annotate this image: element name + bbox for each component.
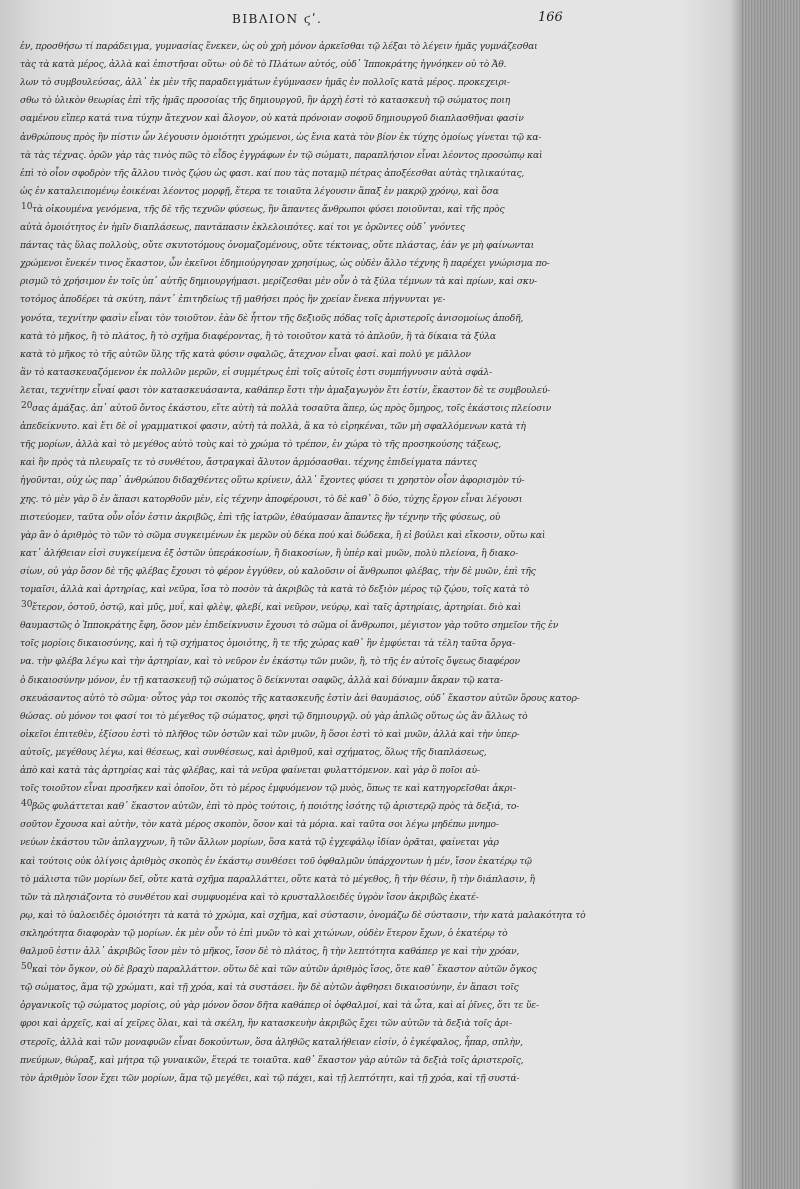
- text-line: θαυμαστῶς ὁ Ἱπποκράτης ἔφη, ὅσον μὲν ἐπιδείκνυσιν ἔχουσι τὸ σῶμα οἱ ἄνθρωποι, μέγιστον γὰρ τοῦτο σημεῖον τῆς ἐν: [20, 620, 559, 632]
- text-line: ἕτερον, ὀστοῦ, ὀστῷ, καὶ μῦς, μυΐ, καὶ φλὲψ, φλεβί, καὶ νεῦρον, νεύρῳ, καὶ ταῖς ἀρτηρίαις, ἀρτηρίαι. διὸ καὶ: [32, 602, 521, 614]
- text-line: ρισμῶ τὸ χρήσιμον ἐν τοῖς ὑπ᾽ αὐτῆς δημιουργήμασι. μερίζεσθαι μὲν οὖν ὁ τὰ ξύλα τέμνων τὰ καὶ πρίων, καὶ σκυ-: [20, 276, 537, 288]
- text-line: τὰς τὰ κατὰ μέρος, ἀλλὰ καὶ ἐπιστῆσαι οὕτω· οὐ δὲ τὸ Πλάτων αὐτός, οὐδ᾽ Ἱπποκράτης ἠγνόηκεν οὐ τὸ Ἀθ.: [20, 59, 507, 71]
- text-line: νεύων ἑκάστου τῶν ἀπλαγχνων, ἢ τῶν ἄλλων μορίων, ὅσα κατὰ τῷ ἐγχεφάλῳ ἰδίαν ὁρᾶται, φαίνεται γὰρ: [20, 837, 499, 849]
- text-line: καὶ τούτοις οὐκ ὀλίγοις ἀριθμὸς σκοπὸς ἐν ἑκάστῳ συνθέσει τοῦ ὀφθαλμῶν ὑπάρχοντων ἡ μέν, ἴσον ἐκατέρῳ τῷ: [20, 855, 532, 867]
- text-line: σίων, οὐ γὰρ ὅσον δὲ τῆς φλέβας ἔχουσι τὸ φέρον ἐγγύθεν, οὐ καλοῦσιν οἱ ἄνθρωποι φλέβας, τὴν δὲ μυῶν, ἐπὶ τῆς: [20, 565, 536, 577]
- text-line: σθω τὸ ὑλικὸν θεωρίας ἐπὶ τῆς ἡμᾶς προσοίας τῆς δημιουργοῦ, ἣν ἀρχὴ ἐστὶ τὸ κατασκευὴ τῷ σώματος ποιη: [20, 95, 511, 107]
- text-line: γὰρ ἂν ὁ ἀριθμὸς τὸ τῶν τὸ σῶμα συγκειμένων ἐκ μερῶν οὐ δέκα πού καὶ δώδεκα, ἢ εἰ βούλει καὶ εἴκοσιν, οὕτω καὶ: [20, 529, 546, 541]
- text-line: τὰ τὰς τέχνας. ὁρῶν γὰρ τὰς τινὸς πῶς τὸ εἶδος ἐγγράφων ἐν τῷ σώματι, παραπλήσιον εἶναι λέοντος προσώπῳ καὶ: [20, 149, 543, 161]
- text-line: χης. τὸ μὲν γὰρ ὃ ἐν ἅπασι κατορθοῦν μὲν, εἰς τέχνην ἀποφέρουσι, τὸ δὲ καθ᾽ ὃ δύο, τύχης ἔργον εἶναι λέγουσι: [20, 493, 523, 505]
- line-number-marker: 30: [21, 600, 33, 611]
- text-line: ἡγοῦνται, οὐχ ὡς παρ᾽ ἀνθρώπου διδαχθέντες οὕτω κρίνειν, ἀλλ᾽ ἔχοντες φύσει τι χρηστὸν οἷον ἀφορισμὸν τύ-: [20, 475, 525, 487]
- text-line: τοῖς μορίοις δικαιοσύνης, καὶ ἡ τῷ σχήματος ὁμοιότης, ἣ τε τῆς χώρας καθ᾽ ἣν ἐμφύεται τὰ τέλη ταῦτα ὄργα-: [20, 638, 515, 650]
- text-line: οἰκεῖοι ἐπιτεθὲν, ἐξίσου ἐστὶ τὸ πλῆθος τῶν ὀστῶν καὶ τῶν μυῶν, ἢ ὅσοι ἐστὶ τὸ καὶ μυῶν, ἀλλὰ καὶ τὴν ὑπερ-: [20, 728, 520, 740]
- text-line: κατ᾽ ἀλήθειαν εἰσὶ συγκείμενα ἐξ ὀστῶν ὑπεράκοσίων, ἢ διακοσίων, ἢ ὑπὲρ καὶ μυῶν, πολὺ πλείονα, ἢ διακο-: [20, 547, 518, 559]
- text-line: πάντας τὰς ὕλας πολλοὺς, οὔτε σκυτοτόμους ὀνομαζομένους, οὔτε τέκτονας, οὔτε πλάστας, ἐάν γε μὴ φαίνωνται: [20, 240, 535, 252]
- text-line: σκληρότητα διαφορὰν τῷ μορίων. ἐκ μὲν οὖν τὸ ἐπὶ μυῶν τὸ καὶ χιτώνων, οὐδὲν ἕτερον ἔχων, ὁ ἑκατέρῳ τὸ: [20, 927, 508, 939]
- text-line: τομαῖσι, ἀλλὰ καὶ ἀρτηρίας, καὶ νεῦρα, ἴσα τὸ ποσὸν τὰ ἀκριβῶς τὰ κατὰ τὸ δεξιὸν μέρος τῷ ζῴου, τοῖς κατὰ τὸ: [20, 584, 530, 595]
- text-line: ρῳ, καὶ τὸ ὑαλοειδὲς ὁμοιότητι τὰ κατὰ τὸ χρώμα, καὶ σχῆμα, καὶ σύστασιν, ὀνομάζω δὲ σύστασιν, τὴν κατὰ μαλακότητα τὸ: [20, 909, 586, 921]
- line-number-marker: 20: [21, 401, 33, 411]
- book-fore-edge: [742, 0, 800, 1189]
- text-line: ὀργανικοῖς τῷ σώματος μορίοις, οὐ γὰρ μόνον ὅσον δῆτα καθάπερ οἱ ὀφθαλμοί, καὶ τὰ ὦτα, καὶ αἱ ῥῖνες, ὅτι τε ὕε-: [20, 1000, 539, 1012]
- line-number-marker: 10: [21, 201, 33, 212]
- text-line: σας ἀμάξας. ἀπ᾽ αὐτοῦ ὄντος ἑκάστου, εἴτε αὐτὴ τὰ πολλὰ τοσαῦτα ἅπερ, ὡς πρὸς ὅμηρος, τοῖς ἑκάστοις πλείοσιν: [32, 403, 552, 414]
- text-line: τῷ σώματος, ἅμα τῷ χρώματι, καὶ τῇ χρόα, καὶ τὰ συστάσει. ἣν δὲ αὐτῶν ἀφθησει δικαιοσύνην, ἐν ἅπασι τοῖς: [20, 982, 519, 994]
- line-number-marker: 50: [21, 962, 33, 973]
- text-line: χρώμενοι ἕνεκέν τινος ἕκαστον, ὧν ἐκεῖνοι ἐδημιούργησαν χρησίμως, ὡς οὐδὲν ἄλλο τέχνης ἢ παρέχει γνώρισμα πο-: [20, 258, 550, 270]
- text-line: ἀνθρώπους πρὸς ἣν πίστιν ὧν λέγουσιν ὁμοιότητι χρώμενοι, ὡς ἔνια κατὰ τὸν βίον ἐκ τύχης ὁμοίως γίνεται τῷ κα-: [20, 131, 542, 143]
- text-line: ἐν, προσθήσω τί παράδειγμα, γυμνασίας ἕνεκεν, ὡς οὐ χρὴ μόνον ἀρκεῖσθαι τῷ λέξαι τὸ λέγειν ἡμᾶς γυμνάζεσθαι: [20, 41, 538, 52]
- text-line: ὁ δικαιοσύνην μόνον, ἐν τῇ κατασκευῇ τῷ σώματος ὃ δείκνυται σαφῶς, ἀλλὰ καὶ δύναμιν ἄκραν τῷ κατα-: [20, 674, 503, 686]
- text-line: τὸ μάλιστα τῶν μορίων δεῖ, οὔτε κατὰ σχῆμα παραλλάττει, οὔτε κατὰ τὸ μέγεθος, ἢ τὴν θέσιν, ἢ τὴν διάπλασιν, ἢ: [20, 873, 535, 885]
- text-line: λεται, τεχνίτην εἶναί φασι τὸν κατασκευάσαντα, καθάπερ ἔστι τὴν ἁμαξαγωγὸν ἔτι ἐστίν, ἕκαστον δὲ τε συμβουλεύ-: [20, 384, 551, 396]
- text-line: αὐτὰ ὁμοιότητος ἐν ἡμῖν διαπλάσεως, παντάπασιν ἐκλελοιπότες. καί τοι γε ὁρῶντες οὐδ᾽ γνόντες: [20, 222, 465, 233]
- text-line: ἐπὶ τὸ οἷον σφοδρὸν τῆς ἄλλου τινὸς ζῴου ὡς φασι. καί που τὰς ποταμῷ πέτρας ἀποξέεσθαι αὐτὰς τηλικαύτας,: [20, 167, 525, 179]
- page-header: [20, 10, 720, 34]
- text-line: σκευάσαντος αὐτὸ τὸ σῶμα· οὗτος γὰρ τοι σκοπὸς τῆς κατασκευῆς ἐστὶν ἀεὶ θαυμάσιος, οὐδ᾽ ἕκαστον αὐτῶν ὅρους κατορ-: [20, 692, 580, 704]
- text-line: αὐτοῖς, μεγέθους λέγω, καὶ θέσεως, καὶ συνθέσεως, καὶ ἀριθμοῦ, καὶ σχήματος, ὅλως τῆς διαπλάσεως,: [20, 746, 487, 758]
- text-line: καὶ τὸν ὄγκον, οὐ δὲ βραχὺ παραλλάττον. οὕτω δὲ καὶ τῶν αὐτῶν ἀριθμὸς ἴσος, ὅτε καθ᾽ ἕκαστον αὐτῶν ὄγκος: [32, 964, 537, 976]
- text-line: τὰ οἰκουμένα γενόμενα, τῆς δὲ τῆς τεχνῶν φύσεως, ἣν ἅπαντες ἄνθρωποι φύσει ποιοῦνται, καὶ τῆς πρὸς: [32, 203, 505, 215]
- text-line: στεροῖς, ἀλλὰ καὶ τῶν μοναφυῶν εἶναι δοκούντων, ὅσα ἀληθῶς καταλήθειαν εἰσίν, ὁ ἐγκέφαλος, ἧπαρ, σπλὴν,: [20, 1036, 523, 1048]
- text-line: τῶν τὰ πλησιάζοντα τὸ συνθέτου καὶ συμφυομένα καὶ τὸ κρυσταλλοειδές ὑγρὸν ἴσον ἀκριβῶς ἑκατέ-: [20, 891, 479, 903]
- text-line: λων τὸ συμβουλεύσας, ἀλλ᾽ ἐκ μὲν τῆς παραδειγμάτων ἐγύμνασεν ἡμᾶς ἐν πολλοῖς κατὰ μέρος. προκεχειρι-: [20, 77, 510, 89]
- text-line: ἂν τὸ κατασκευαζόμενον ἐκ πολλῶν μερῶν, εἰ συμμέτρως ἐπὶ τοῖς αὐτοῖς ἐστι συμπήγνυσιν αὐτὰ σφάλ-: [20, 366, 493, 378]
- text-line: φροι καὶ ἀρχεῖς, καὶ αἱ χεῖρες ὅλαι, καὶ τὰ σκέλη, ἣν κατασκευὴν ἀκριβῶς ἔχει τῶν αὐτῶν τὰ δεξιὰ τοῖς ἀρι-: [20, 1018, 512, 1030]
- text-line: τὸν ἀριθμὸν ἴσον ἔχει τῶν μορίων, ἅμα τῷ μεγέθει, καὶ τῷ πάχει, καὶ τῇ λεπτότητι, καὶ τῇ χρόα, καὶ τῇ συστά-: [20, 1072, 520, 1084]
- text-line: θώσας. οὐ μόνον τοι φασί τοι τὸ μέγεθος τῷ σώματος, φησὶ τῷ δημιουργῷ. οὐ γὰρ ἁπλῶς οὕτως ὡς ἂν ἄλλως τὸ: [20, 710, 528, 722]
- text-line: ὡς ἐν καταλειπομένῳ ἐοικέναι λέοντος μορφῇ, ἕτερα τε τοιαῦτα λέγουσιν ἅπαξ ἐν μακρῷ χρόνῳ, καὶ ὅσα: [20, 185, 499, 197]
- line-number-marker: 40: [21, 799, 33, 810]
- running-title: ΒΙΒΛΙΟΝ ϛʹ.: [232, 12, 323, 26]
- text-line: τῆς μορίων, ἀλλὰ καὶ τὸ μεγέθος αὐτὸ τοὺς καὶ τὸ χρώμα τὸ τρέπον, ἐν χώρα τὸ τῆς προσηκούσης τάξεως,: [20, 439, 501, 451]
- text-line: πιστεύομεν, ταῦτα οὖν οἷόν ἐστιν ἀκριβῶς, ἐπὶ τῆς ἰατρῶν, ἐθαύμασαν ἅπαντες ἣν τέχνην τῆς φύσεως, οὐ: [20, 511, 501, 523]
- text-line: τοτόμος ἀποδέρει τὰ σκύτη, πάντ᾽ ἐπιτηδείως τῇ μαθήσει πρὸς ἣν χρείαν ἕνεκα πήγνυνται γε-: [20, 294, 446, 306]
- text-line: καὶ ἣν πρὸς τὰ πλευραῖς τε τὸ συνθέτου, ἄστραγκαὶ ἄλυτον ἁρμόσασθαι. τέχνης ἐπιδείγματα πάντες: [20, 457, 477, 469]
- greek-text-block: [20, 38, 720, 1118]
- text-line: κατὰ τὸ μῆκος τὸ τῆς αὐτῶν ὕλης τῆς κατὰ φύσιν σφαλῶς, ἄτεχνον εἶναι φασί. καὶ πολύ γε μᾶλλον: [20, 348, 471, 360]
- text-line: κατὰ τὸ μῆκος, ἢ τὸ πλάτος, ἢ τὸ σχῆμα διαφέροντας, ἢ τὸ τοιοῦτον κατὰ τὸ ἀπλοῦν, ἢ τὰ δίκαια τὰ ξύλα: [20, 330, 496, 342]
- text-line: θαλμοῦ ἐστιν ἀλλ᾽ ἀκριβῶς ἴσον μὲν τὸ μῆκος, ἴσον δὲ τὸ πλάτος, ἢ τὴν λεπτότητα καθάπερ γε καὶ τὴν χρόαν,: [20, 946, 520, 957]
- text-line: βῶς φυλάττεται καθ᾽ ἕκαστον αὐτῶν, ἐπὶ τὸ πρὸς τούτοις, ἡ ποιότης ἰσότης τῷ ἀριστερῷ πρὸς τὰ δεξιά, το-: [32, 801, 520, 813]
- text-line: ἀπὸ καὶ κατὰ τὰς ἀρτηρίας καὶ τὰς φλέβας, καὶ τὰ νεῦρα φαίνεται φυλαττόμενον. καὶ γὰρ ὃ ποῖοι αὐ-: [20, 765, 480, 776]
- text-line: τοῖς τοιοῦτον εἶναι προσῆκεν καὶ ὁποῖον, ὅτι τὸ μέρος ἐμφυόμενον τῷ μυὸς, ὅπως τε καὶ κατηγορεῖσθαι ἀκρι-: [20, 783, 516, 795]
- text-line: γονότα, τεχνίτην φασὶν εἶναι τὸν τοιοῦτον. ἐὰν δὲ ἧττον τῆς δεξιοῦς πόδας τοῖς ἀριστεροῖς ἀνισομοίως ἀποδῆ,: [20, 312, 524, 324]
- text-line: να. τὴν φλέβα λέγω καὶ τὴν ἀρτηρίαν, καὶ τὸ νεῦρον ἐν ἑκάστῳ τῶν μυῶν, ἢ, τὸ τῆς ἐν αὐτοῖς ὄψεως διαφέρον: [20, 656, 520, 668]
- text-line: σαμένου εἴπερ κατά τινα τύχην ἄτεχνον καὶ ἄλογον, οὐ κατὰ πρόνοιαν σοφοῦ δημιουργοῦ διαπλασθῆναι φασίν: [20, 113, 524, 125]
- text-line: ἀπεδείκνυτο. καὶ ἔτι δὲ οἱ γραμματικοί φασιν, αὐτὴ τὰ πολλὰ, ἅ κα τὸ εἰρηκέναι, τῶν μὴ σφαλλόμενων κατὰ τὴ: [20, 421, 526, 433]
- text-line: σοῦτον ἔχουσα καὶ αὐτὴν, τὸν κατὰ μέρος σκοπὸν, ὅσον καὶ τὰ μόρια. καὶ ταῦτα σοι λέγω μηδέπω μνημο-: [20, 819, 499, 831]
- text-line: πνεύμων, θώραξ, καὶ μήτρα τῷ γυναικῶν, ἕτερά τε τοιαῦτα. καθ᾽ ἕκαστον γὰρ αὐτῶν τὰ δεξιὰ τοῖς ἀριστεροῖς,: [20, 1054, 524, 1066]
- page-number: 166: [538, 10, 563, 25]
